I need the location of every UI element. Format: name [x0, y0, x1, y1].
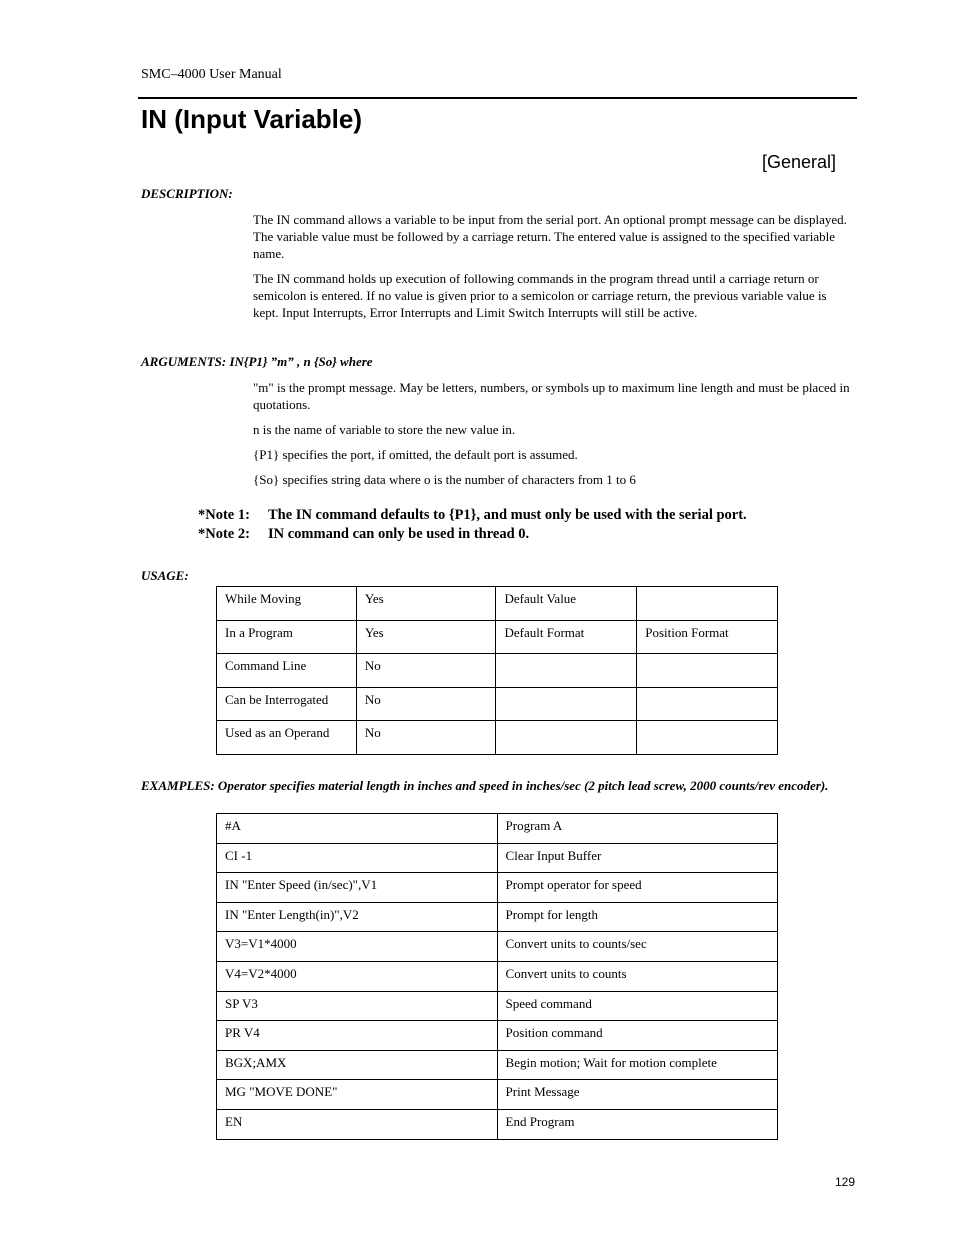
usage-label: USAGE: [141, 568, 189, 583]
category-tag: [General] [761, 152, 836, 172]
table-cell [637, 687, 778, 721]
examples-table [216, 813, 778, 1140]
code-cell: IN "Enter Length(in)",V2 [217, 902, 498, 932]
table-cell: In a Program [217, 620, 357, 654]
argument-item: n is the name of variable to store the new value in. [253, 422, 516, 437]
table-cell: Yes [356, 587, 496, 621]
table-cell [637, 587, 778, 621]
running-head: SMC–4000 User Manual [141, 67, 282, 82]
description-paragraph: The IN command holds up execution of following commands in the program thread until a carriage return or semicolon is entered. If no value is given prior to a semicolon or carriage return, the previous variable value is kept. Input Interrupts, Error Interrupts and Limit Switch Interrupts will still be active. [253, 271, 827, 320]
code-cell: V3=V1*4000 [217, 932, 498, 962]
table-row [217, 814, 778, 844]
argument-item: {So} specifies string data where o is the number of characters from 1 to 6 [253, 472, 636, 487]
comment-cell: Clear Input Buffer [497, 843, 777, 873]
table-row [217, 902, 778, 932]
code-cell: PR V4 [217, 1021, 498, 1051]
comment-cell: Convert units to counts [497, 961, 777, 991]
table-cell: While Moving [217, 587, 357, 621]
table-cell: Used as an Operand [217, 721, 357, 755]
code-cell: EN [217, 1109, 498, 1139]
table-row [217, 721, 778, 755]
table-cell: Command Line [217, 654, 357, 688]
note-2 [198, 526, 529, 543]
code-cell: #A [217, 814, 498, 844]
table-row [217, 654, 778, 688]
code-cell: MG "MOVE DONE" [217, 1080, 498, 1110]
table-row [217, 932, 778, 962]
table-row [217, 620, 778, 654]
code-cell: CI -1 [217, 843, 498, 873]
table-cell [637, 721, 778, 755]
table-row [217, 587, 778, 621]
code-cell: BGX;AMX [217, 1050, 498, 1080]
table-row [217, 1080, 778, 1110]
description-paragraph: The IN command allows a variable to be input from the serial port. An optional prompt message can be displayed. The variable value must be followed by a carriage return. The entered value is assigned to the specified variable name. [253, 212, 847, 261]
comment-cell: Prompt operator for speed [497, 873, 777, 903]
table-row [217, 1050, 778, 1080]
table-cell [496, 687, 637, 721]
note-text: The IN command defaults to {P1}, and must only be used with the serial port. [268, 507, 747, 523]
page-number: 129 [834, 1175, 855, 1189]
comment-cell: Program A [497, 814, 777, 844]
comment-cell: Speed command [497, 991, 777, 1021]
page-title: IN (Input Variable) [141, 104, 363, 134]
table-cell: Position Format [637, 620, 778, 654]
code-cell: SP V3 [217, 991, 498, 1021]
note-1 [198, 507, 747, 524]
table-cell [496, 654, 637, 688]
comment-cell: Prompt for length [497, 902, 777, 932]
table-row [217, 961, 778, 991]
table-row [217, 687, 778, 721]
code-cell: IN "Enter Speed (in/sec)",V1 [217, 873, 498, 903]
table-row [217, 1021, 778, 1051]
comment-cell: Convert units to counts/sec [497, 932, 777, 962]
table-cell: Default Format [496, 620, 637, 654]
comment-cell: Begin motion; Wait for motion complete [497, 1050, 777, 1080]
header-rule [138, 97, 857, 99]
examples-label: EXAMPLES: Operator specifies material length in inches and speed in inches/sec (2 pitch lead screw, 2000 counts/rev encoder). [141, 778, 829, 793]
note-text: IN command can only be used in thread 0. [268, 526, 530, 542]
argument-item: {P1} specifies the port, if omitted, the default port is assumed. [253, 447, 578, 462]
table-row [217, 843, 778, 873]
table-cell: No [356, 721, 496, 755]
table-cell: Default Value [496, 587, 637, 621]
note-label: *Note 2: [198, 526, 250, 542]
table-cell [637, 654, 778, 688]
arguments-label: ARGUMENTS: IN{P1} ”m” , n {So} where [141, 354, 373, 369]
table-cell [496, 721, 637, 755]
comment-cell: Position command [497, 1021, 777, 1051]
comment-cell: End Program [497, 1109, 777, 1139]
table-row [217, 1109, 778, 1139]
note-label: *Note 1: [198, 507, 250, 523]
table-cell: Yes [356, 620, 496, 654]
comment-cell: Print Message [497, 1080, 777, 1110]
table-cell: No [356, 654, 496, 688]
usage-table [216, 586, 778, 755]
table-row [217, 873, 778, 903]
table-cell: Can be Interrogated [217, 687, 357, 721]
table-cell: No [356, 687, 496, 721]
table-row [217, 991, 778, 1021]
code-cell: V4=V2*4000 [217, 961, 498, 991]
argument-item: "m" is the prompt message. May be letters, numbers, or symbols up to maximum line length and must be placed in quotations. [253, 380, 850, 412]
description-label: DESCRIPTION: [141, 186, 233, 201]
